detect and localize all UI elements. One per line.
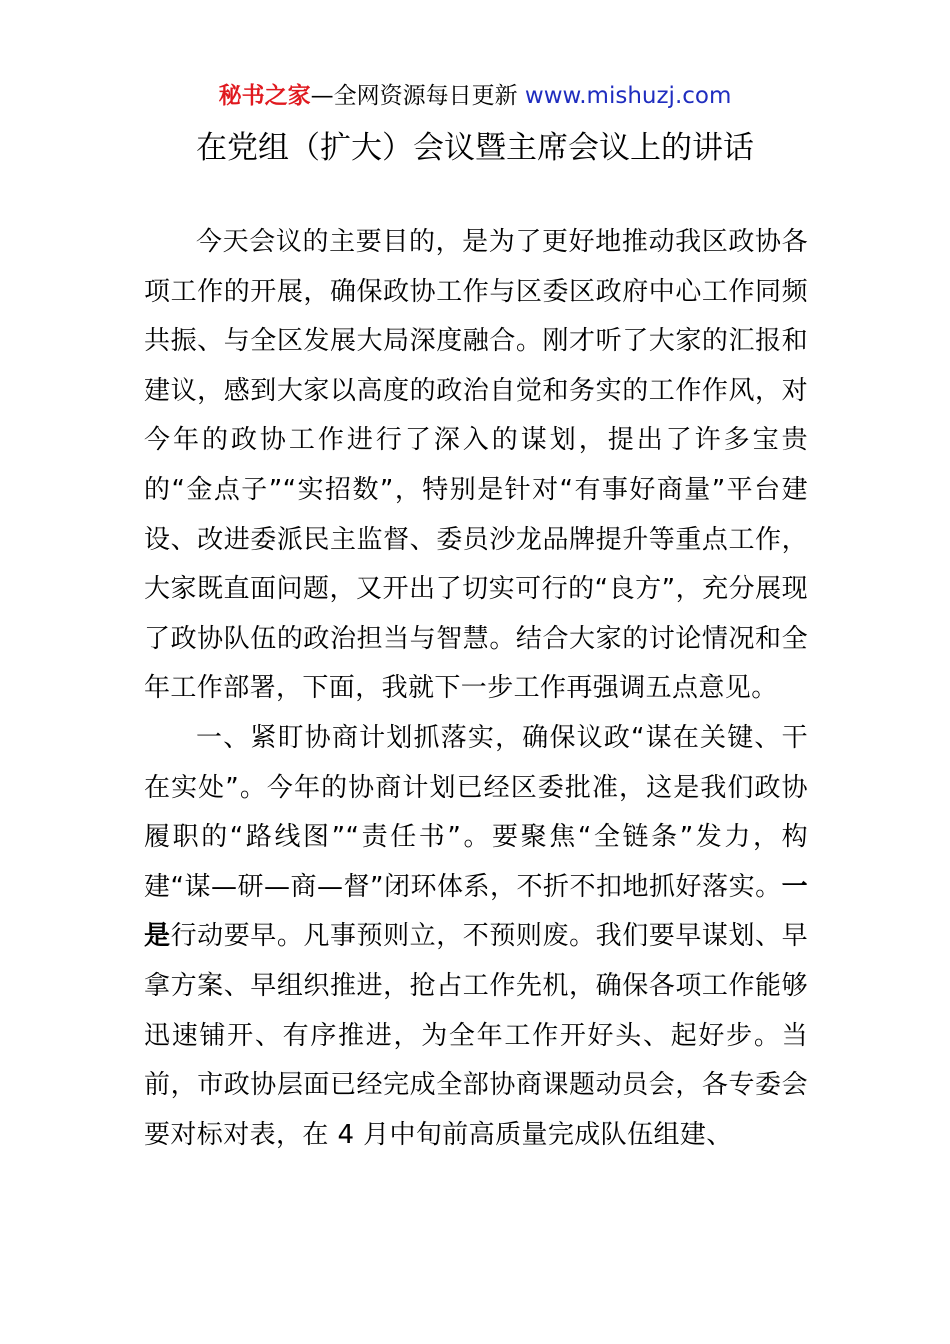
site-url[interactable]: www.mishuzj.com	[524, 83, 732, 109]
paragraph-point-one	[144, 714, 808, 1160]
document-body	[144, 218, 808, 1160]
brand-name: 秘书之家	[218, 83, 311, 109]
emphasis-text: 一是	[144, 871, 808, 952]
document-title: 在党组（扩大）会议暨主席会议上的讲话	[196, 130, 754, 166]
paragraph-text: 行动要早。凡事预则立，不预则废。我们要早谋划、早拿方案、早组织推进，抢占工作先机，确保各项工作能够迅速铺开、有序推进，为全年工作开好头、起好步。当前，市政协层面已经完成全部协商课题动员会，各专委会要对标对表，在 4 月中旬前高质量完成队伍组建、	[144, 921, 808, 1150]
paragraph-text: 一、紧盯协商计划抓落实，确保议政“谋在关键、干在实处”。今年的协商计划已经区委批准，这是我们政协履职的“路线图”“责任书”。要聚焦“全链条”发力，构建“谋—研—商—督”闭环体系，不折不扣地抓好落实。	[144, 722, 808, 902]
paragraph-intro: 今天会议的主要目的，是为了更好地推动我区政协各项工作的开展，确保政协工作与区委区政府中心工作同频共振、与全区发展大局深度融合。刚才听了大家的汇报和建议，感到大家以高度的政治自觉和务实的工作作风，对今年的政协工作进行了深入的谋划，提出了许多宝贵的“金点子”“实招数”，特别是针对“有事好商量”平台建设、改进委派民主监督、委员沙龙品牌提升等重点工作，大家既直面问题，又开出了切实可行的“良方”，充分展现了政协队伍的政治担当与智慧。结合大家的讨论情况和全年工作部署，下面，我就下一步工作再强调五点意见。	[144, 227, 808, 704]
banner-slogan: —全网资源每日更新	[310, 83, 518, 109]
site-banner	[0, 80, 950, 112]
